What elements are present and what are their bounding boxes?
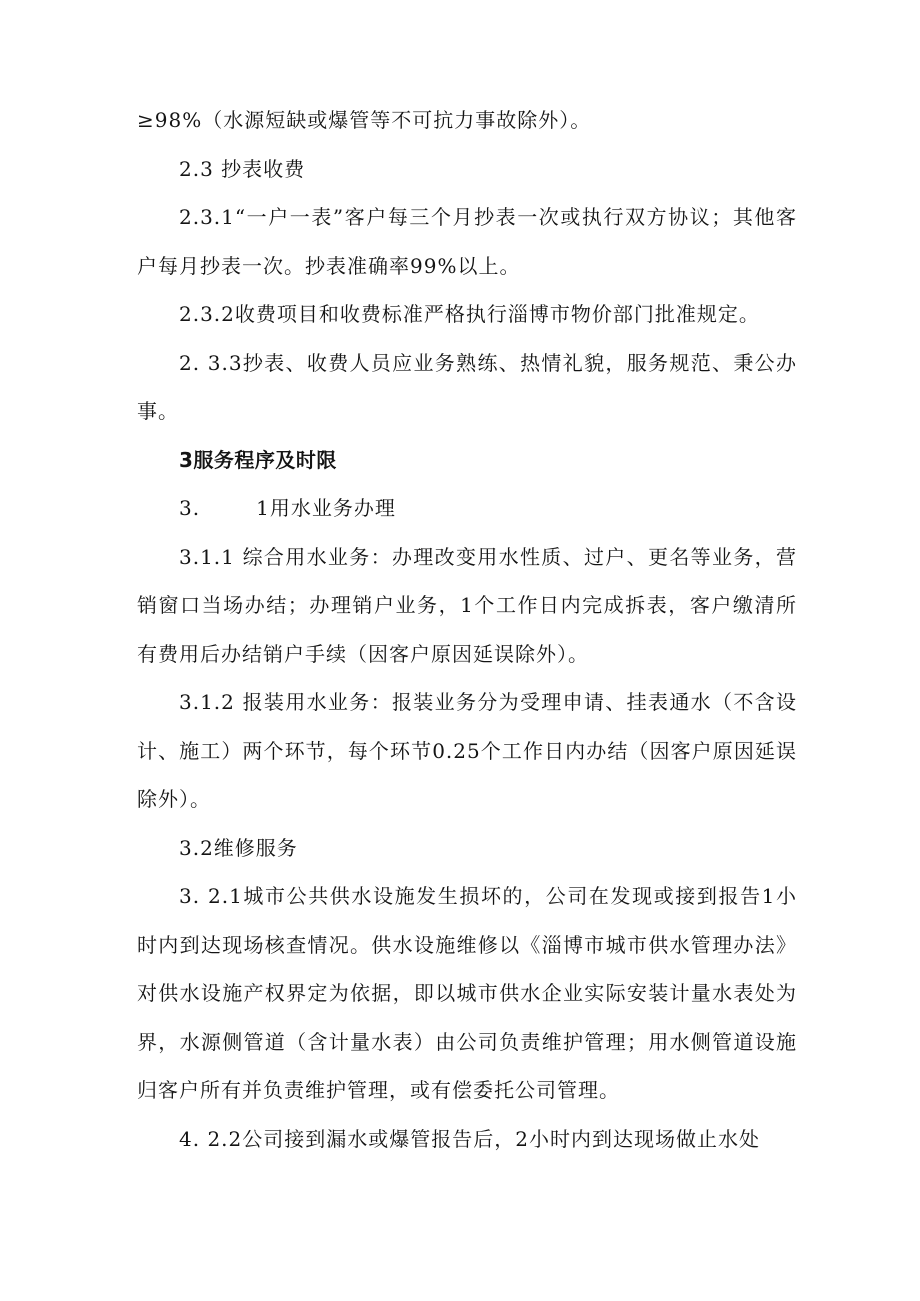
section-heading-3-2: 3.2维修服务 xyxy=(179,835,298,860)
section-heading-3-1 xyxy=(137,484,797,533)
paragraph-3-2-1: 3. 2.1城市公共供水设施发生损坏的，公司在发现或接到报告1小时内到达现场核查情况。供水设施维修以《淄博市城市供水管理办法》对供水设施产权界定为依据，即以城市供水企业实际安装计量水表处为界，水源侧管道（含计量水表）由公司负责维护管理；用水侧管道设施归客户所有并负责维护管理，或有偿委托公司管理。 xyxy=(137,884,797,1102)
paragraph-3-1-2: 3.1.2 报装用水业务：报装业务分为受理申请、挂表通水（不含设计、施工）两个环节，每个环节0.25个工作日内办结（因客户原因延误除外）。 xyxy=(137,690,797,811)
section-heading-3: 3服务程序及时限 xyxy=(179,447,337,472)
document-body xyxy=(137,96,797,1163)
section-heading-2-3: 2.3 抄表收费 xyxy=(179,156,306,181)
paragraph-4-2-2: 4. 2.2公司接到漏水或爆管报告后，2小时内到达现场做止水处 xyxy=(179,1126,760,1151)
section-number-3: 3. xyxy=(179,496,201,520)
paragraph-3-1-1: 3.1.1 综合用水业务：办理改变用水性质、过户、更名等业务，营销窗口当场办结；办理销户业务，1个工作日内完成拆表，客户缴清所有费用后办结销户手续（因客户原因延误除外）。 xyxy=(137,544,797,666)
paragraph-2-3-1: 2.3.1“一户一表”客户每三个月抄表一次或执行双方协议；其他客户每月抄表一次。抄表准确率99%以上。 xyxy=(137,205,797,278)
paragraph-2-3-2: 2.3.2收费项目和收费标准严格执行淄博市物价部门批准规定。 xyxy=(179,302,760,326)
paragraph-continuation: ≥98%（水源短缺或爆管等不可抗力事故除外）。 xyxy=(137,108,592,132)
paragraph-2-3-3: 2. 3.3抄表、收费人员应业务熟练、热情礼貌，服务规范、秉公办事。 xyxy=(137,350,797,423)
section-title-3-1: 1用水业务办理 xyxy=(256,496,396,520)
